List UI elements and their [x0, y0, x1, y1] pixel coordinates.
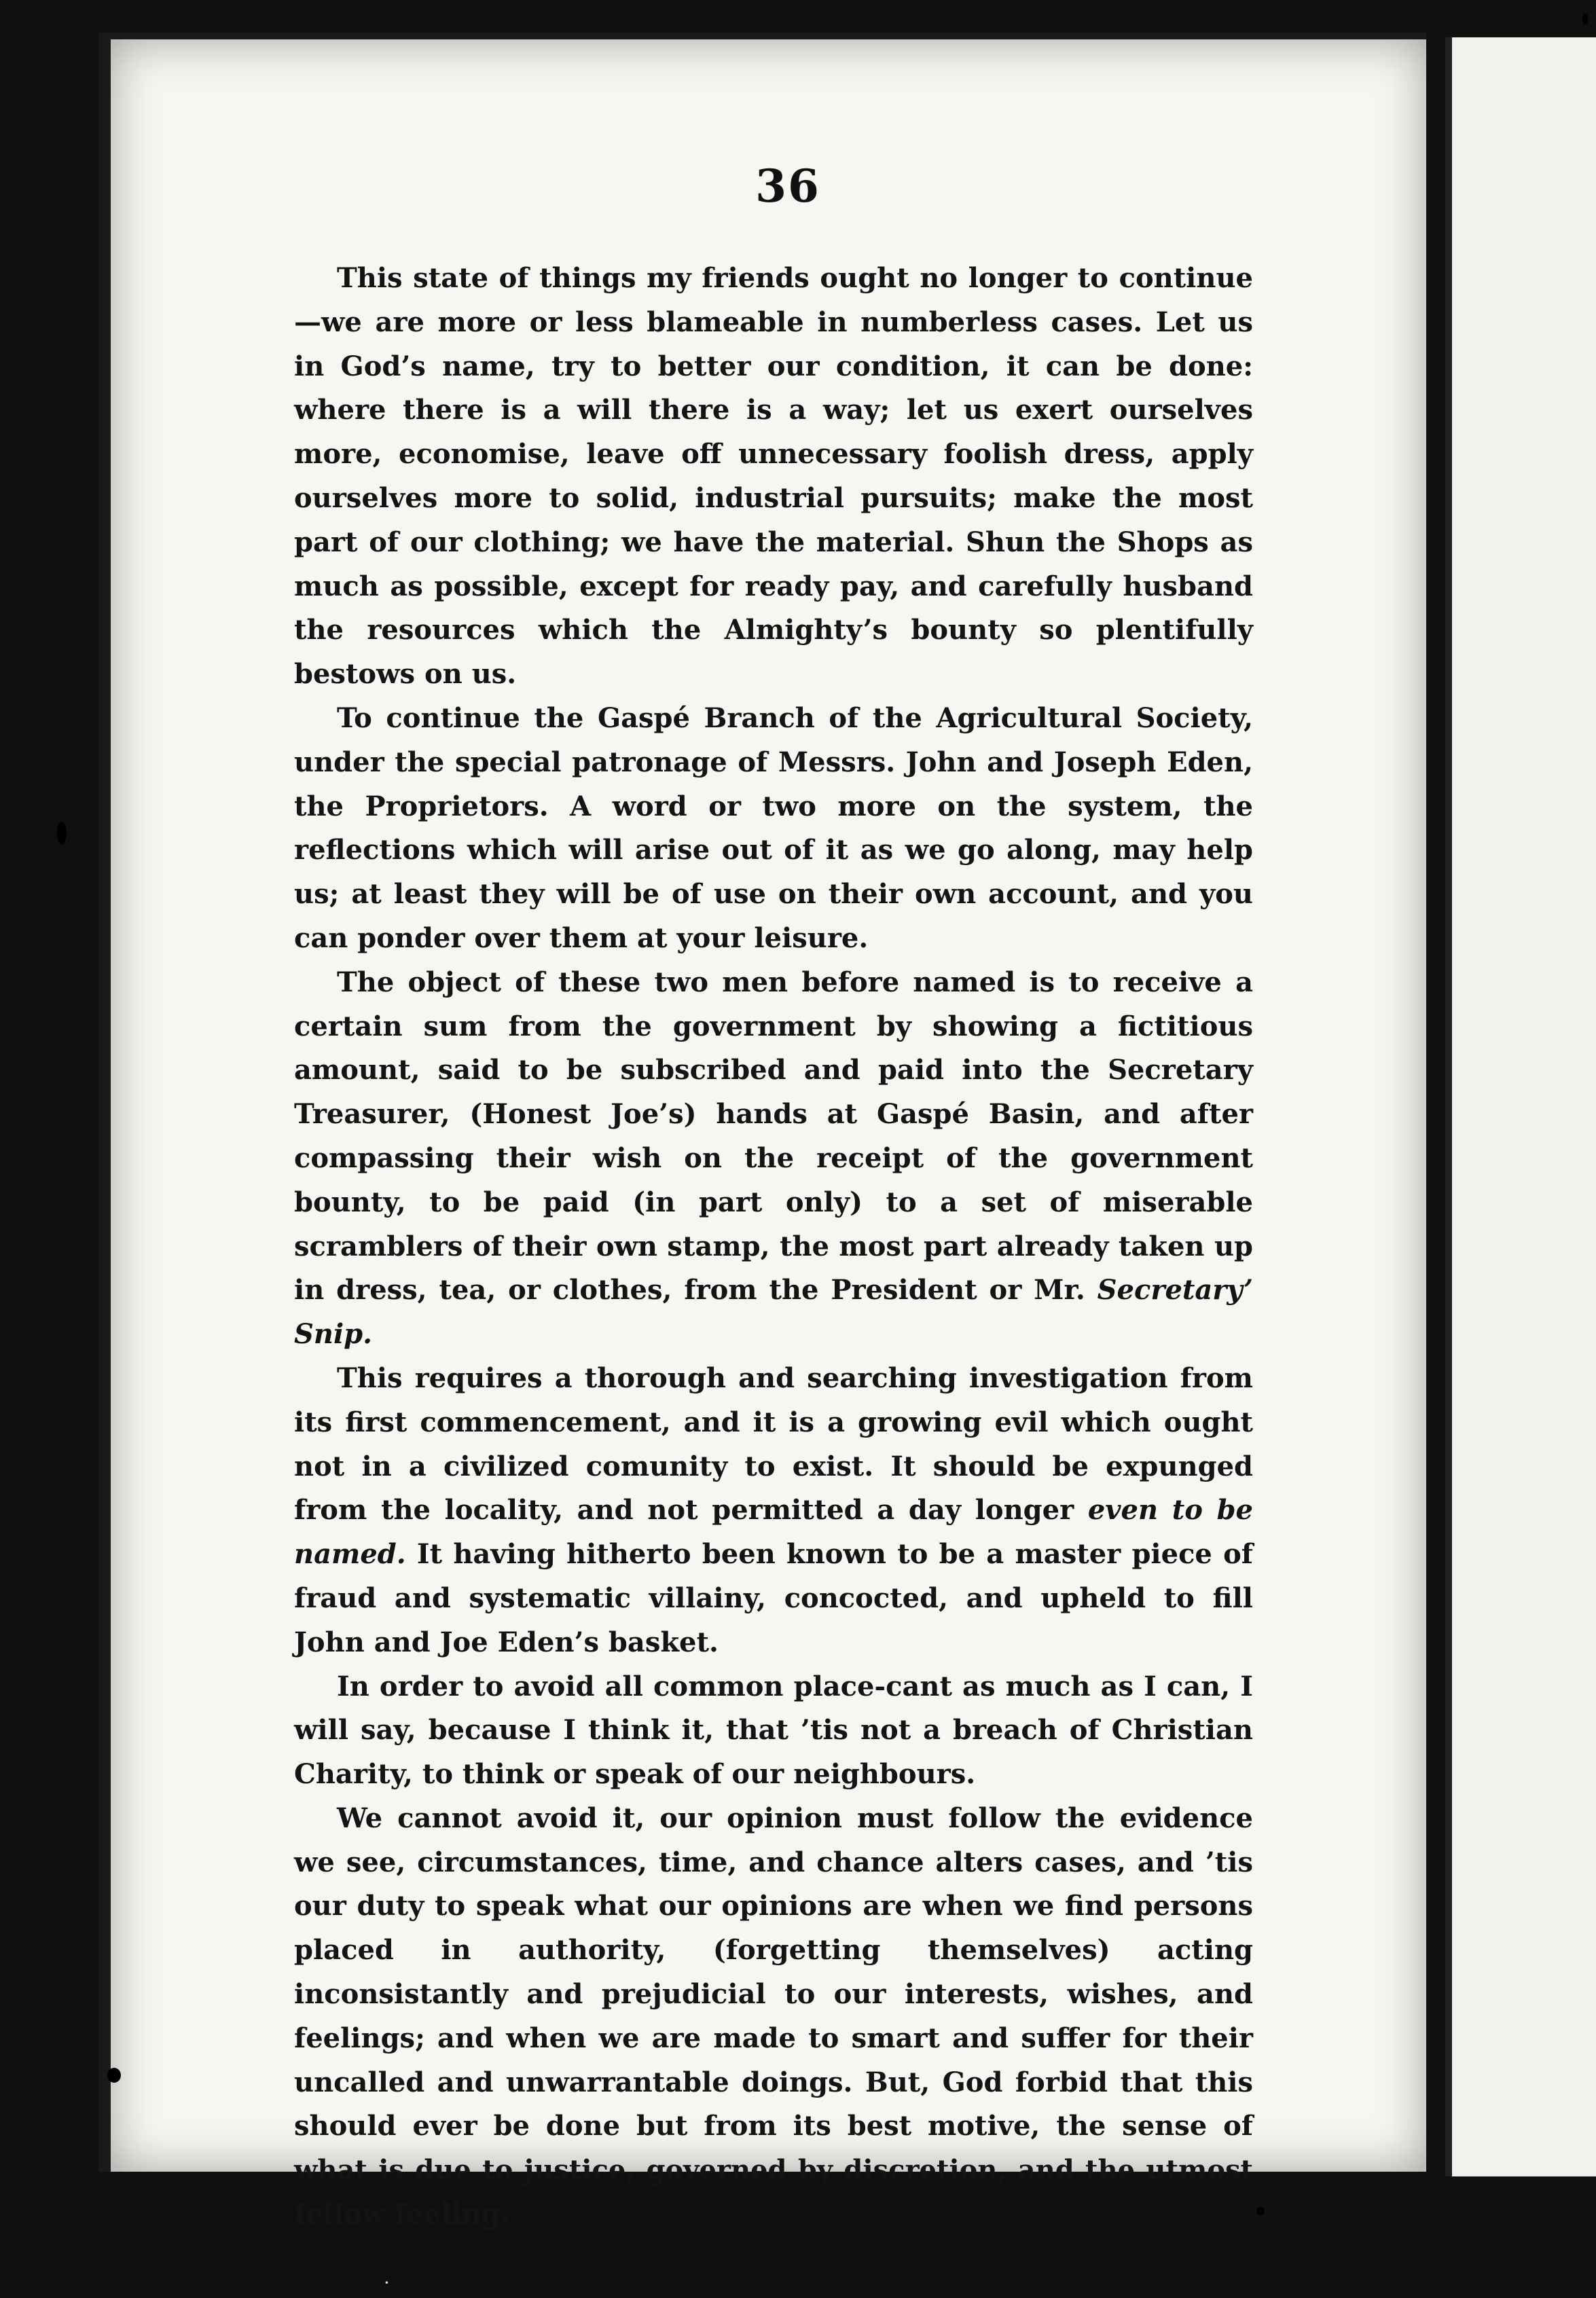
ink-speck [1256, 2207, 1265, 2215]
paragraph-3-italic: Secretary’ Snip. [294, 1274, 1253, 1351]
paragraph-2: To continue the Gaspé Branch of the Agricultural Society, under the special patronage of Messrs. John and Joseph Eden, the Proprietors. A word or two more on the system, the reflections which will arise out of it as we go along, may help us; at least they will be of use on their own account, and you can ponder over them at your leisure. [294, 701, 1253, 954]
paragraph-4 [294, 1357, 1253, 1665]
scan-artifact: · [384, 2272, 390, 2294]
paragraph-4-text-before: This requires a thorough and searching investigation from its first commencement, and it is a growing evil which ought not in a civilized comunity to exist. It should be expunged from the locality, and not permitted a day longer [294, 1362, 1253, 1527]
body-text [294, 257, 1253, 2237]
paragraph-1: This state of things my friends ought no longer to continue—we are more or less blameable in numberless cases. Let us in God’s name, try to better our condition, it can be done: where there is a will there is a way; let us exert ourselves more, economise, leave off unnecessary foolish dress, apply ourselves more to solid, industrial pursuits; make the most part of our clothing; we have the material. Shun the Shops as much as possible, except for ready pay, and carefully husband the resources which the Almighty’s bounty so plentifully bestows on us. [294, 262, 1253, 691]
paragraph-6: We cannot avoid it, our opinion must follow the evidence we see, circumstances, time, and chance alters cases, and ’tis our duty to speak what our opinions are when we find persons placed in authority, (forgetting themselves) acting inconsistantly and prejudicial to our interests, wishes, and feelings; and when we are made to smart and suffer for their uncalled and unwarrantable doings. But, God forbid that this should ever be done but from its best motive, the sense of what is due to justice, governed by discretion, and the utmost fellow feeling. [294, 1802, 1253, 2231]
paragraph-4-italic: even to be named. [294, 1494, 1253, 1571]
paragraph-4-text-after: It having hitherto been known to be a master piece of fraud and systematic villainy, concocted, and upheld to fill John and Joe Eden’s basket. [294, 1538, 1253, 1658]
ink-speck [57, 822, 67, 845]
ink-speck [1582, 14, 1588, 24]
page-number: 36 [755, 160, 820, 213]
paragraph-5: In order to avoid all common place-cant as much as I can, I will say, because I think it, that ’tis not a breach of Christian Charity, to think or speak of our neighbours. [294, 1670, 1253, 1791]
paragraph-3 [294, 961, 1253, 1357]
facing-page-edge [1445, 37, 1596, 2176]
paragraph-3-text: The object of these two men before named is to receive a certain sum from the government by showing a fictitious amount, said to be subscribed and paid into the Secretary Treasurer, (Honest Joe’s) hands at Gaspé Basin, and after compassing their wish on the receipt of the government bounty, to be paid (in part only) to a set of miserable scramblers of their own stamp, the most part already taken up in dress, tea, or clothes, from the President or Mr. [294, 966, 1253, 1307]
ink-speck [107, 2068, 121, 2083]
